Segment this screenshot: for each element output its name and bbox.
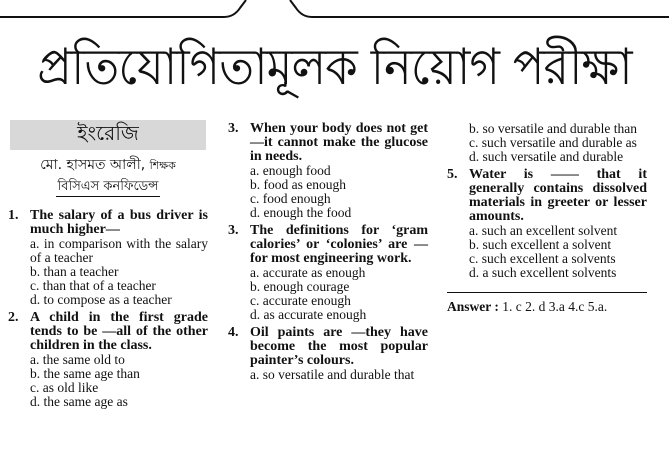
headline: প্রতিযোগিতামূলক নিয়োগ পরীক্ষা [37, 38, 632, 96]
top-rule [0, 0, 669, 24]
option: a. so versatile and durable that [250, 367, 415, 382]
column-2 [228, 122, 428, 382]
option: a. the same old to [30, 352, 125, 367]
question-3 [228, 122, 428, 220]
author-name: মো. হাসমত আলী, [40, 157, 146, 173]
option: d. such versatile and durable [469, 149, 624, 164]
question-2 [8, 311, 208, 409]
subject-box [10, 120, 206, 150]
option: b. such excellent a solvent [469, 237, 612, 252]
answer-label: Answer : [447, 299, 499, 314]
question-5 [447, 168, 647, 280]
column-1 [8, 118, 208, 409]
answer-text: 1. c 2. d 3.a 4.c 5.a. [502, 299, 608, 314]
question-number: 3. [228, 121, 239, 136]
option: c. such excellent a solvents [469, 251, 616, 266]
question-number: 2. [8, 310, 19, 325]
question-number: 1. [8, 208, 19, 223]
option: a. enough food [250, 163, 331, 178]
question-4 [228, 326, 428, 382]
question-3b [228, 224, 428, 322]
option: d. as accurate enough [250, 307, 367, 322]
author-affiliation: বিসিএস কনফিডেন্স [56, 178, 161, 197]
question-number: 3. [228, 223, 239, 238]
option: d. enough the food [250, 205, 352, 220]
question-stem: The salary of a bus driver is much higher— [30, 208, 208, 237]
question-stem: A child in the first grade tends to be —all of the other children in the class. [30, 310, 208, 353]
question-number: 5. [447, 167, 458, 182]
option: a. in comparison with the salary of a teacher [30, 236, 208, 265]
option: c. as old like [30, 380, 99, 395]
question-1 [8, 209, 208, 307]
option: c. than that of a teacher [30, 278, 156, 293]
question-stem: The definitions for ‘gram calories’ or ‘colonies’ are — for most engineering work. [250, 223, 428, 266]
answer-key [447, 299, 647, 315]
author-role: শিক্ষক [149, 159, 176, 172]
option: b. food as enough [250, 177, 346, 192]
option: b. so versatile and durable than [469, 121, 637, 136]
option: b. than a teacher [30, 264, 119, 279]
author-line [8, 156, 208, 175]
option: d. to compose as a teacher [30, 292, 172, 307]
option: b. the same age than [30, 366, 140, 381]
question-stem: When your body does not get —it cannot make the glucose in needs. [250, 121, 428, 164]
column-3 [447, 122, 647, 315]
option: b. enough courage [250, 279, 350, 294]
answer-divider [447, 292, 647, 293]
option: a. accurate as enough [250, 265, 366, 280]
question-stem: Water is —— that it generally contains dissolved materials in greeter or lesser amounts. [469, 167, 647, 224]
question-stem: Oil paints are —they have become the most popular painter’s colours. [250, 325, 428, 368]
option: c. such versatile and durable as [469, 135, 637, 150]
option: d. a such excellent solvents [469, 265, 617, 280]
option: c. food enough [250, 191, 331, 206]
option: c. accurate enough [250, 293, 351, 308]
option: a. such an excellent solvent [469, 223, 618, 238]
subject-title: ইংরেজি [77, 120, 139, 145]
question-number: 4. [228, 325, 239, 340]
option: d. the same age as [30, 394, 128, 409]
